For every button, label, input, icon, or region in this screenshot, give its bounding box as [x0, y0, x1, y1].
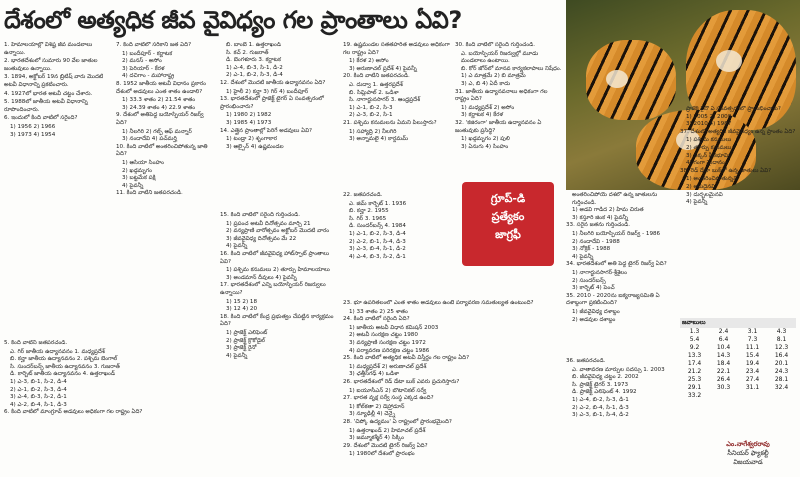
question-line: ఎ. దుద్వా 1. ఉత్తరప్రదేశ్	[349, 81, 403, 88]
question-column-4	[343, 42, 453, 180]
answer-cell: 33.2	[687, 392, 702, 399]
question-line: 4) పైవన్నీ	[226, 352, 248, 359]
answer-cell: 31.1	[745, 384, 760, 391]
question-line: 3. 1894, అక్టోబర్ 19న బ్రిటిష్ వారు మొదటి అటవీ విధానాన్ని ప్రకటించారు.	[4, 74, 104, 88]
question-line: 15. కింది వాటిలో సరైంది గుర్తించండి.	[220, 212, 301, 218]
tiger-cub-left	[586, 40, 676, 120]
question-line: 1) హైలీ 2) కన్హా 3) గిర్ 4) బందీపూర్	[226, 88, 309, 95]
question-line: 2) అరుదైనవి	[686, 183, 716, 190]
question-line: 4) గంగా మైదానం	[686, 160, 725, 167]
answer-cell: 12.3	[774, 344, 789, 351]
question-line: 1) జాతీయ అటవీ విధాన కమిషన్ 2003	[349, 324, 439, 331]
question-line: సి. సుందర్‌బన్స్ జాతీయ ఉద్యానవనం 3. గుజరాత్	[10, 363, 120, 370]
question-line: 2) వన్యప్రాణి వారోత్సవం అక్టోబర్ మొదటి వారం	[226, 228, 330, 235]
question-line: 3) ఎ-3, బి-1, సి-4, డి-2	[572, 412, 629, 419]
question-line: 36. జతపరచండి.	[566, 358, 606, 364]
question-line: 5. 1988లో జాతీయ అటవీ విధానాన్ని రూపొందించారు.	[4, 99, 88, 113]
question-line: 3) 1985 4) 1973	[226, 119, 272, 126]
question-line: 1) 1980 2) 1982	[226, 112, 272, 119]
question-line: 11. కింది వాటిని జతపరచండి.	[116, 190, 183, 197]
question-line: 4. 1927లో భారత అటవీ చట్టం చేశారు.	[4, 90, 93, 97]
answer-cell: 14.3	[716, 352, 731, 359]
question-line: 2) ఎ-1, బి-2, సి-3, డి-4	[10, 386, 67, 393]
question-line: 1) 33 శాతం 2) 25 శాతం	[349, 308, 408, 315]
answers-row	[680, 368, 796, 376]
question-line: 3) ఎ-4, బి-3, సి-2, డి-1	[10, 394, 67, 401]
answer-cell: 32.4	[774, 384, 789, 391]
question-line: 30. కింది వాటిలో సరైంది గుర్తించండి.	[455, 42, 536, 48]
question-line: 3) కస్తూరి జింక 4) పైవన్నీ	[572, 214, 629, 221]
question-line: 33. సరైన జతను గుర్తించండి.	[566, 222, 631, 229]
question-line: 1) ఉత్తరాఖండ్ 2) హిమాచల్ ప్రదేశ్	[349, 427, 426, 434]
tiger-face-marking	[716, 50, 742, 72]
question-line: 1) ఐయూసీఎన్ 2) బొటానికల్ సర్వే	[349, 387, 427, 394]
answer-cell: 18.4	[716, 360, 731, 367]
question-line: 3) ప్రాజెక్ట్ రైనో	[226, 345, 257, 352]
question-column-6b	[566, 358, 676, 476]
question-column-5	[455, 42, 563, 190]
question-line: 3) 24.39 శాతం 4) 22.9 శాతం	[122, 104, 196, 111]
answers-rows	[680, 328, 796, 400]
answer-cell: 19.4	[745, 360, 760, 367]
question-line: 13. భారతదేశంలో ప్రాజెక్ట్ టైగర్ ఏ సంవత్సరంలో ప్రారంభించారు?	[220, 96, 324, 110]
tiger-face-marking	[606, 70, 628, 88]
question-line: 4) ఎ-4, బి-3, సి-2, డి-1	[349, 253, 406, 260]
author-name: ఎం.నాగేశ్వరరావు	[726, 440, 770, 448]
question-line: సి. ప్రాజెక్ట్ టైగర్ 3. 1973	[572, 381, 629, 388]
question-line: ఎ. బయోస్ఫియర్ రిజర్వుల్లో మూడు మండలాలు ఉంటాయి.	[461, 50, 539, 65]
question-line: 2. భారతదేశంలో సుమారు 90 వేల జాతుల జంతువులు ఉన్నాయి.	[4, 58, 98, 72]
answer-cell: 27.4	[745, 376, 760, 383]
answers-row	[680, 376, 796, 384]
question-line: 23. భూ ఉపరితలంలో ఎంత శాతం అడవులు ఉంటే పర్యావరణ సమతుల్యత ఉంటుంది?	[343, 300, 534, 306]
answer-cell: 7.3	[747, 336, 758, 343]
question-line: 1) కేరళ 2) అసోం	[349, 58, 389, 65]
question-column-3	[220, 42, 338, 210]
question-line: 1) అడవి గాడిద 2) హిమ చిరుత	[572, 207, 644, 214]
question-line: 4) పైవన్నీ	[572, 253, 594, 260]
question-line: 21. పశ్చిమ కనుమలను ఏమని పిలుస్తారు?	[343, 119, 437, 126]
author-org: విజయవాడ	[733, 458, 763, 466]
answers-header: జవాబులు	[680, 318, 796, 328]
question-line: 1) 2005 2) 2008	[686, 113, 732, 120]
question-line: 1) 15 2) 18	[226, 298, 258, 305]
question-line: 25. కింది వాటిలో అత్యధిక అటవీ విస్తీర్ణం గల రాష్ట్రం ఏది?	[343, 355, 470, 362]
question-line: 1) 1980లో దేశంలో ప్రారంభం	[349, 451, 415, 458]
answer-cell: 24.3	[774, 368, 789, 375]
answer-cell	[738, 392, 767, 400]
answers-row	[680, 336, 796, 344]
author-credit	[700, 440, 796, 467]
question-line: 1. హిమాలయాల్లో విశిష్ట జీవ మండలాలు ఉన్నాయి.	[4, 42, 93, 56]
question-line: బి. బాంబే 1. ఉత్తరాఖండ్	[226, 42, 281, 48]
question-line: 3) ఎ-3, బి-4, సి-1, డి-2	[349, 246, 406, 253]
question-line: ఎ. జిమ్ కార్బెట్ 1. 1936	[349, 200, 407, 207]
question-line: 1) నాగార్జునసాగర్-శ్రీశైలం	[572, 269, 627, 276]
question-line: 2) ఎ-2, బి-1, సి-4, డి-3	[349, 238, 406, 245]
question-line: 3) ఆల్పైన్ 4) ఉష్ణమండల	[226, 143, 284, 150]
question-line: డి. బెంగళూరు 3. కర్ణాటక	[226, 57, 281, 64]
question-line: 1) ఎ మాత్రమే 2) బి మాత్రమే	[461, 73, 526, 80]
answer-cell: 30.3	[716, 384, 731, 391]
question-line: 28. 'చిప్కో ఉద్యమం' ఏ రాష్ట్రంలో ప్రారంభమైంది?	[343, 418, 452, 425]
question-line: ఎ. గిర్ జాతీయ ఉద్యానవనం 1. మధ్యప్రదేశ్	[10, 348, 105, 355]
answer-cell: 13.3	[687, 352, 702, 359]
question-line: 3) ఎ, బి 4) ఏదీ కాదు	[461, 80, 511, 87]
question-column-4c	[343, 300, 563, 476]
question-line: 2) ఖడ్గమృగం	[122, 167, 152, 174]
question-column-2	[116, 42, 214, 382]
badge-line-3: జాగ్రఫీ	[495, 228, 521, 241]
question-line: బి. కన్హా 2. 1955	[349, 208, 389, 215]
question-line: 7. కింది వాటిలో సరికాని జత ఏది?	[116, 42, 192, 48]
question-line: 27. భారత వృక్ష సర్వే సంస్థ ఎక్కడ ఉంది?	[343, 395, 434, 402]
question-line: సి. కచ్ 2. గుజరాత్	[226, 49, 269, 56]
answer-cell: 20.1	[774, 360, 789, 367]
answers-row	[680, 384, 796, 392]
question-line: 1) బందీపూర్ - కర్ణాటక	[122, 50, 173, 57]
question-line: 1) టండ్రా 2) శృంగాకార	[226, 136, 278, 143]
question-line: 1) కోల్‌కతా 2) డెహ్రాడూన్	[349, 403, 405, 410]
question-line: 1) ఎ-3, బి-1, సి-2, డి-4	[10, 378, 67, 385]
question-line: 3) బట్టమేక పక్షి	[122, 175, 156, 182]
page-title: దేశంలో అత్యధిక జీవ వైవిధ్యం గల ప్రాంతాలు ఏవి?	[4, 6, 462, 34]
question-line: 4) పైవన్నీ	[226, 243, 248, 250]
question-line: డి. కార్బెట్ జాతీయ ఉద్యానవనం 4. ఉత్తరాఖండ్	[10, 371, 116, 378]
question-line: 1) 1956 2) 1966	[10, 123, 56, 130]
question-line: 20. కింది వాటిని జతపరచండి.	[343, 73, 410, 80]
answer-cell: 28.1	[774, 376, 789, 383]
question-line: 6. ఇందులో కింది వాటిలో సరైంది?	[4, 115, 78, 122]
question-line: 2) ఎ-1, బి-2, సి-3, డి-4	[226, 72, 283, 79]
answer-cell: 1.3	[689, 328, 700, 335]
question-line: 24. కింది వాటిలో సరైంది ఏది?	[343, 316, 410, 323]
group-d-badge	[462, 182, 554, 266]
question-line: 2) సుందర్‌బన్స్	[572, 277, 606, 284]
question-line: 4) పర్యావరణ పరిరక్షణ చట్టం 1986	[349, 347, 430, 354]
question-line: డి. ప్రాజెక్ట్ ఎలిఫెంట్ 4. 1992	[572, 389, 637, 396]
question-line: 17. భారతదేశంలో ఎన్ని బయోస్ఫియర్ రిజర్వులు ఉన్నాయి?	[220, 282, 326, 296]
question-line: 3) నోక్రెక్ - 1988	[572, 246, 611, 253]
question-line: సి. నాగార్జునసాగర్ 3. ఆంధ్రప్రదేశ్	[349, 97, 421, 104]
answers-row	[680, 352, 796, 360]
question-line: 3) 1973 4) 1954	[10, 131, 56, 138]
answer-cell	[709, 392, 738, 400]
answer-cell: 9.2	[689, 344, 700, 351]
question-line: అంతరించిపోయే దశలో ఉన్న జాతులను గుర్తించండి.	[572, 192, 658, 206]
question-column-7	[680, 106, 796, 316]
question-line: 1) ప్రపంచ అటవీ దినోత్సవం మార్చి 21	[226, 220, 311, 227]
badge-line-1: గ్రూప్-డి	[490, 192, 526, 205]
answer-cell: 23.4	[745, 368, 760, 375]
question-line: 26. భారతదేశంలో రెడ్ డేటా బుక్ ఎవరు ప్రచురిస్తారు?	[343, 378, 460, 385]
question-line: 4) దచిగాం - మహారాష్ట్ర	[122, 73, 175, 80]
question-line: 1) ఖడ్గమృగం 2) పులి	[461, 136, 510, 143]
question-line: 3) అన్నామలై 4) కార్డమమ్	[349, 136, 409, 143]
question-line: 1) నీలగిరి బయోస్ఫియర్ రిజర్వ్ - 1986	[572, 230, 661, 237]
question-line: 32. 'కజిరంగా' జాతీయ ఉద్యానవనం ఏ జంతువుకు ప్రసిద్ధి?	[455, 119, 542, 134]
answer-cell: 4.3	[776, 328, 787, 335]
question-line: 1) పశ్చిమ కనుమలు 2) తూర్పు హిమాలయాలు	[226, 267, 330, 274]
question-column-1	[4, 42, 110, 342]
question-line: 3) జమ్మూకశ్మీర్ 4) సిక్కిం	[349, 435, 404, 442]
question-line: బి. కోర్ జోన్‌లో మానవ కార్యకలాపాలు నిషేధం.	[461, 65, 562, 72]
question-line: 2) అడవుల దశాబ్దం	[572, 316, 616, 323]
question-line: 2) ఎ-2, బి-4, సి-1, డి-3	[572, 404, 629, 411]
answers-row	[680, 328, 796, 336]
question-column-3b	[220, 212, 338, 476]
question-line: 2) మనస్ - అసోం	[122, 58, 162, 65]
answer-cell: 17.4	[687, 360, 702, 367]
answer-cell: 21.2	[687, 368, 702, 375]
question-line: 3) దుర్బలమైనవి	[686, 191, 723, 198]
question-line: 3) న్యూఢిల్లీ 4) చెన్నై	[349, 411, 396, 418]
question-line: 31. జాతీయ ఉద్యానవనాలు అధికంగా గల రాష్ట్రం ఏది?	[455, 88, 548, 103]
answers-row	[680, 360, 796, 368]
answer-cell: 5.4	[689, 336, 700, 343]
question-line: 5. కింది వాటిని జతపరచండి.	[4, 340, 68, 346]
question-line: సి. గిర్ 3. 1965	[349, 215, 387, 222]
question-line: 1) పశ్చిమ కనుమలు	[686, 137, 732, 144]
question-line: 38. రెడ్ డేటా బుక్‌లో ఉన్న జాతులు ఏవి?	[680, 167, 772, 174]
question-line: 29. దేశంలో మొదటి టైగర్ రిజర్వ్ ఏది?	[343, 442, 428, 449]
question-line: 3) అండమాన్ దీవులు 4) పైవన్నీ	[226, 274, 297, 281]
question-line: 3) 12 4) 20	[226, 306, 258, 313]
author-role: సీనియర్ ఫ్యాకల్టీ	[727, 449, 769, 457]
question-line: 1) నీలగిరి 2) గల్ఫ్ ఆఫ్ మన్నార్	[122, 128, 192, 135]
question-line: 1) ఎ-4, బి-2, సి-3, డి-1	[572, 396, 629, 403]
answer-cell: 26.4	[716, 376, 731, 383]
question-line: 1) ఎ-1, బి-2, సి-3, డి-4	[349, 230, 406, 237]
question-line: 3) వన్యప్రాణి సంరక్షణ చట్టం 1972	[349, 339, 426, 346]
question-line: 4) ఎ-2, బి-4, సి-1, డి-3	[10, 401, 67, 408]
question-line: 1) సహ్యాద్రి 2) నీలగిరి	[349, 128, 397, 135]
question-line: 3) జీవవైవిధ్య దినోత్సవం మే 22	[226, 235, 297, 242]
question-line: 2) నందాదేవి - 1988	[572, 238, 620, 245]
answer-cell	[767, 392, 796, 400]
question-line: 1) ఎ-4, బి-3, సి-1, డి-2	[226, 64, 283, 71]
question-line: 6. కింది వాటిలో మాంగ్రూవ్ అడవులు అధికంగా గల రాష్ట్రం ఏది?	[4, 409, 143, 416]
question-line: 14. ఎత్తైన ప్రాంతాల్లో పెరిగే అడవులు ఏవి?	[220, 127, 313, 134]
question-line: 2) ఎ-3, బి-2, సి-1	[349, 112, 393, 119]
answer-cell: 16.4	[774, 352, 789, 359]
question-line: బి. కన్హా జాతీయ ఉద్యానవనం 2. పశ్చిమ బెంగాల్	[10, 356, 118, 363]
answer-cell: 11.1	[745, 344, 760, 351]
question-line: బి. జీవవైవిధ్య చట్టం 2. 2002	[572, 374, 639, 381]
question-line: 2) తూర్పు కనుమలు	[686, 144, 732, 151]
question-line: 35. 2010 - 2020ను ఐక్యరాజ్యసమితి ఏ దశాబ్దంగా ప్రకటించింది?	[566, 292, 660, 307]
answers-row	[680, 392, 796, 400]
question-line: 37. దేశంలో అత్యధిక జీవవైవిధ్యం ఉన్న ప్రాంతం ఏది?	[680, 128, 796, 135]
question-column-4b	[343, 192, 455, 292]
answer-cell: 8.1	[776, 336, 787, 343]
question-line: 1) ఎ-1, బి-2, సి-3	[349, 104, 393, 111]
answers-table	[680, 318, 796, 400]
question-line: 12. దేశంలో మొదటి జాతీయ ఉద్యానవనం ఏది?	[220, 79, 326, 86]
answer-cell: 2.4	[718, 328, 729, 335]
question-line: 1) మధ్యప్రదేశ్ 2) అసోం	[461, 104, 515, 111]
question-line: 4) పైవన్నీ	[122, 182, 144, 189]
question-line: ప్రాజెక్ట్ రైనో ఏ సంవత్సరంలో ప్రారంభించారు?	[686, 106, 781, 112]
question-line: 1) అంతరించిపోతున్నవి	[686, 176, 738, 183]
question-line: 3) పెరియార్ - కేరళ	[122, 65, 165, 72]
question-line: 2) అటవీ సంరక్షణ చట్టం 1980	[349, 332, 418, 339]
question-line: 1) జీవవైవిధ్య దశాబ్దం	[572, 308, 620, 315]
question-line: ఎ. వాతావరణ మార్పుల సదస్సు 1. 2003	[572, 366, 665, 373]
question-line: 1) ప్రాజెక్ట్ ఎలిఫెంట్	[226, 329, 268, 336]
question-line: 10. కింది వాటిలో అంతరించిపోతున్న జాతి ఏది?	[116, 143, 208, 158]
question-line: 18. కింది వాటిలో కేంద్ర ప్రభుత్వం చేపట్టిన కార్యక్రమం ఏది?	[220, 313, 334, 328]
question-line: 3) నందాదేవి 4) పచ్‌మర్హి	[122, 136, 177, 143]
question-line: 3) 2010 4) 1987	[686, 121, 732, 128]
answer-cell: 6.4	[718, 336, 729, 343]
question-line: 1) మధ్యప్రదేశ్ 2) అరుణాచల్ ప్రదేశ్	[349, 363, 427, 370]
question-line: 2) ప్రాజెక్ట్ క్రొకోడైల్	[226, 337, 265, 344]
answer-cell: 25.3	[687, 376, 702, 383]
question-line: 3) దక్కన్ పీఠభూమి	[686, 152, 730, 159]
question-line: 16. కింది వాటిలో జీవవైవిధ్య హాట్‌స్పాట్ ప్రాంతాలు ఏవి?	[220, 250, 330, 265]
question-line: 3) అరుణాచల్ ప్రదేశ్ 4) పైవన్నీ	[349, 65, 417, 72]
question-line: 1) 33.3 శాతం 2) 21.54 శాతం	[122, 97, 196, 104]
question-line: డి. సుందర్‌బన్స్ 4. 1984	[349, 223, 406, 230]
answer-cell: 3.1	[747, 328, 758, 335]
question-line: 3) కర్ణాటక 4) కేరళ	[461, 112, 504, 119]
badge-line-2: ప్రత్యేకం	[491, 210, 525, 223]
question-line: 3) ఛత్తీస్‌గఢ్ 4) ఒడిశా	[349, 371, 399, 378]
question-line: 3) కార్బెట్ 4) పెంచ్	[572, 285, 615, 292]
question-line: 9. దేశంలో అతిపెద్ద బయోస్ఫియర్ రిజర్వ్ ఏది?	[116, 112, 204, 126]
question-column-1b	[4, 340, 214, 476]
answer-cell: 15.4	[745, 352, 760, 359]
question-line: 8. 1952 జాతీయ అటవీ విధానం ప్రకారం దేశంలో అడవులు ఎంత శాతం ఉండాలి?	[116, 80, 207, 95]
answer-cell: 10.4	[716, 344, 731, 351]
question-line: 3) ఏనుగు 4) సింహం	[461, 143, 509, 150]
question-line: 34. భారతదేశంలో అతి పెద్ద టైగర్ రిజర్వ్ ఏది?	[566, 261, 667, 268]
question-line: 4) పైవన్నీ	[686, 199, 708, 206]
answer-cell: 22.1	[716, 368, 731, 375]
question-line: 1) ఆసియా సింహం	[122, 159, 164, 166]
question-line: 22. జతపరచండి.	[343, 192, 383, 198]
question-line: బి. సిమ్లిపాల్ 2. ఒడిశా	[349, 89, 399, 96]
answer-cell: 29.1	[687, 384, 702, 391]
question-line: 19. ఉష్ణమండల సతతహరిత అడవులు అధికంగా గల రాష్ట్రం ఏది?	[343, 42, 450, 56]
answers-row	[680, 344, 796, 352]
